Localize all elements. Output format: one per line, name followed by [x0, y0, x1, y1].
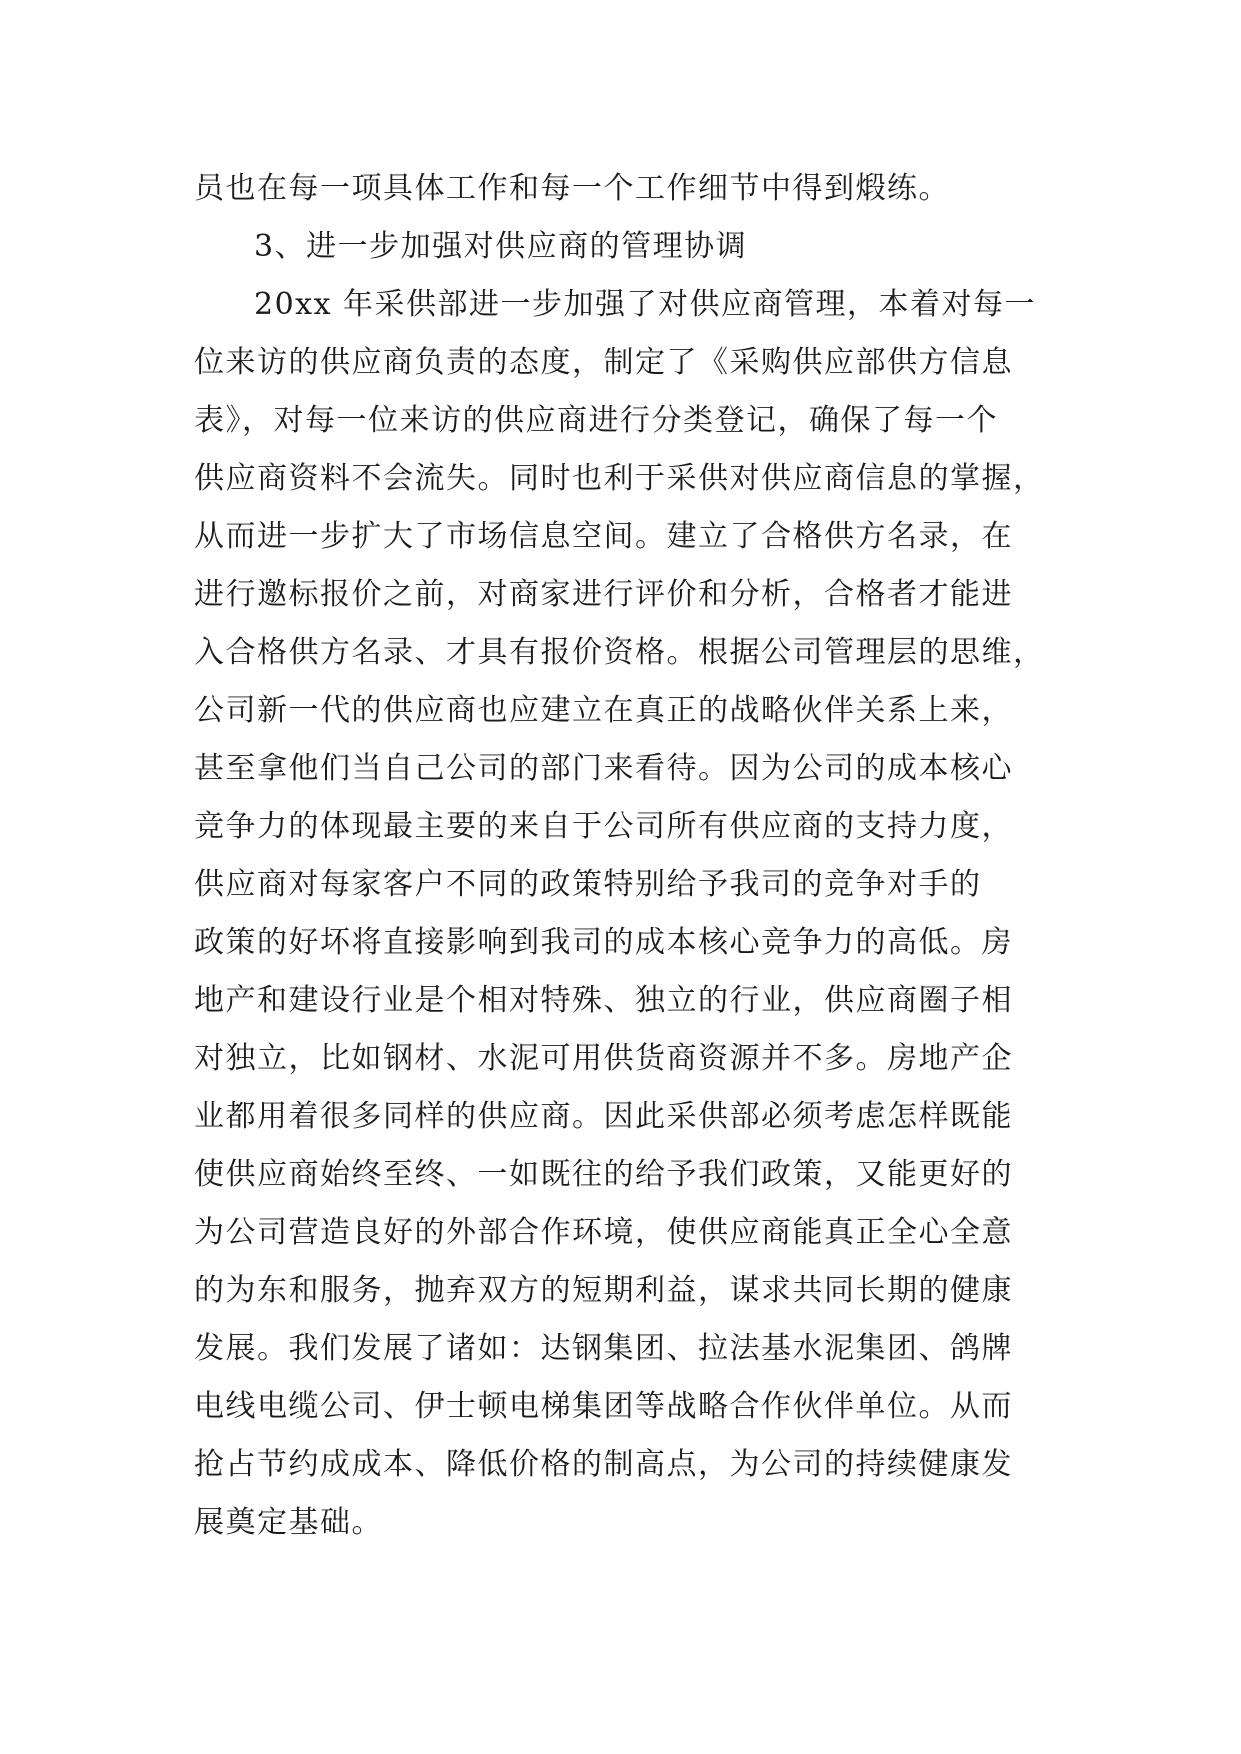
text-line: 位来访的供应商负责的态度，制定了《采购供应部供方信息	[194, 345, 1013, 380]
text-line: 政策的好坏将直接影响到我司的成本核心竞争力的高低。房	[194, 925, 1013, 960]
document-body	[194, 160, 1054, 1552]
text-line: 从而进一步扩大了市场信息空间。建立了合格供方名录，在	[194, 519, 1013, 554]
text-line: 供应商对每家客户不同的政策特别给予我司的竞争对手的	[194, 867, 982, 902]
text-line: 业都用着很多同样的供应商。因此采供部必须考虑怎样既能	[194, 1099, 1013, 1134]
text-line: 表》，对每一位来访的供应商进行分类登记，确保了每一个	[194, 403, 998, 438]
text-line: 进行邀标报价之前，对商家进行评价和分析，合格者才能进	[194, 577, 1013, 612]
text-line: 竞争力的体现最主要的来自于公司所有供应商的支持力度，	[194, 809, 1013, 844]
text-line: 为公司营造良好的外部合作环境，使供应商能真正全心全意	[194, 1215, 1013, 1250]
text-line: 对独立，比如钢材、水泥可用供货商资源并不多。房地产企	[194, 1041, 1013, 1076]
text-line: 员也在每一项具体工作和每一个工作细节中得到煅练。	[194, 171, 950, 206]
text-line: 入合格供方名录、才具有报价资格。根据公司管理层的思维，	[194, 635, 1045, 670]
text-line: 使供应商始终至终、一如既往的给予我们政策，又能更好的	[194, 1157, 1013, 1192]
text-line: 的为东和服务，抛弃双方的短期利益，谋求共同长期的健康	[194, 1273, 1013, 1308]
text-line: 电线电缆公司、伊士顿电梯集团等战略合作伙伴单位。从而	[194, 1389, 1013, 1424]
text-line: 展奠定基础。	[194, 1505, 383, 1540]
text-line: 甚至拿他们当自己公司的部门来看待。因为公司的成本核心	[194, 751, 1013, 786]
section-heading: 3、进一步加强对供应商的管理协调	[254, 229, 748, 264]
text-line: 公司新一代的供应商也应建立在真正的战略伙伴关系上来，	[194, 693, 1013, 728]
text-line: 20xx 年采供部进一步加强了对供应商管理，本着对每一	[254, 287, 1037, 322]
text-line: 地产和建设行业是个相对特殊、独立的行业，供应商圈子相	[194, 983, 1013, 1018]
text-line: 供应商资料不会流失。同时也利于采供对供应商信息的掌握，	[194, 461, 1045, 496]
text-line: 发展。我们发展了诸如：达钢集团、拉法基水泥集团、鸽牌	[194, 1331, 1013, 1366]
text-line: 抢占节约成成本、降低价格的制高点，为公司的持续健康发	[194, 1447, 1013, 1482]
